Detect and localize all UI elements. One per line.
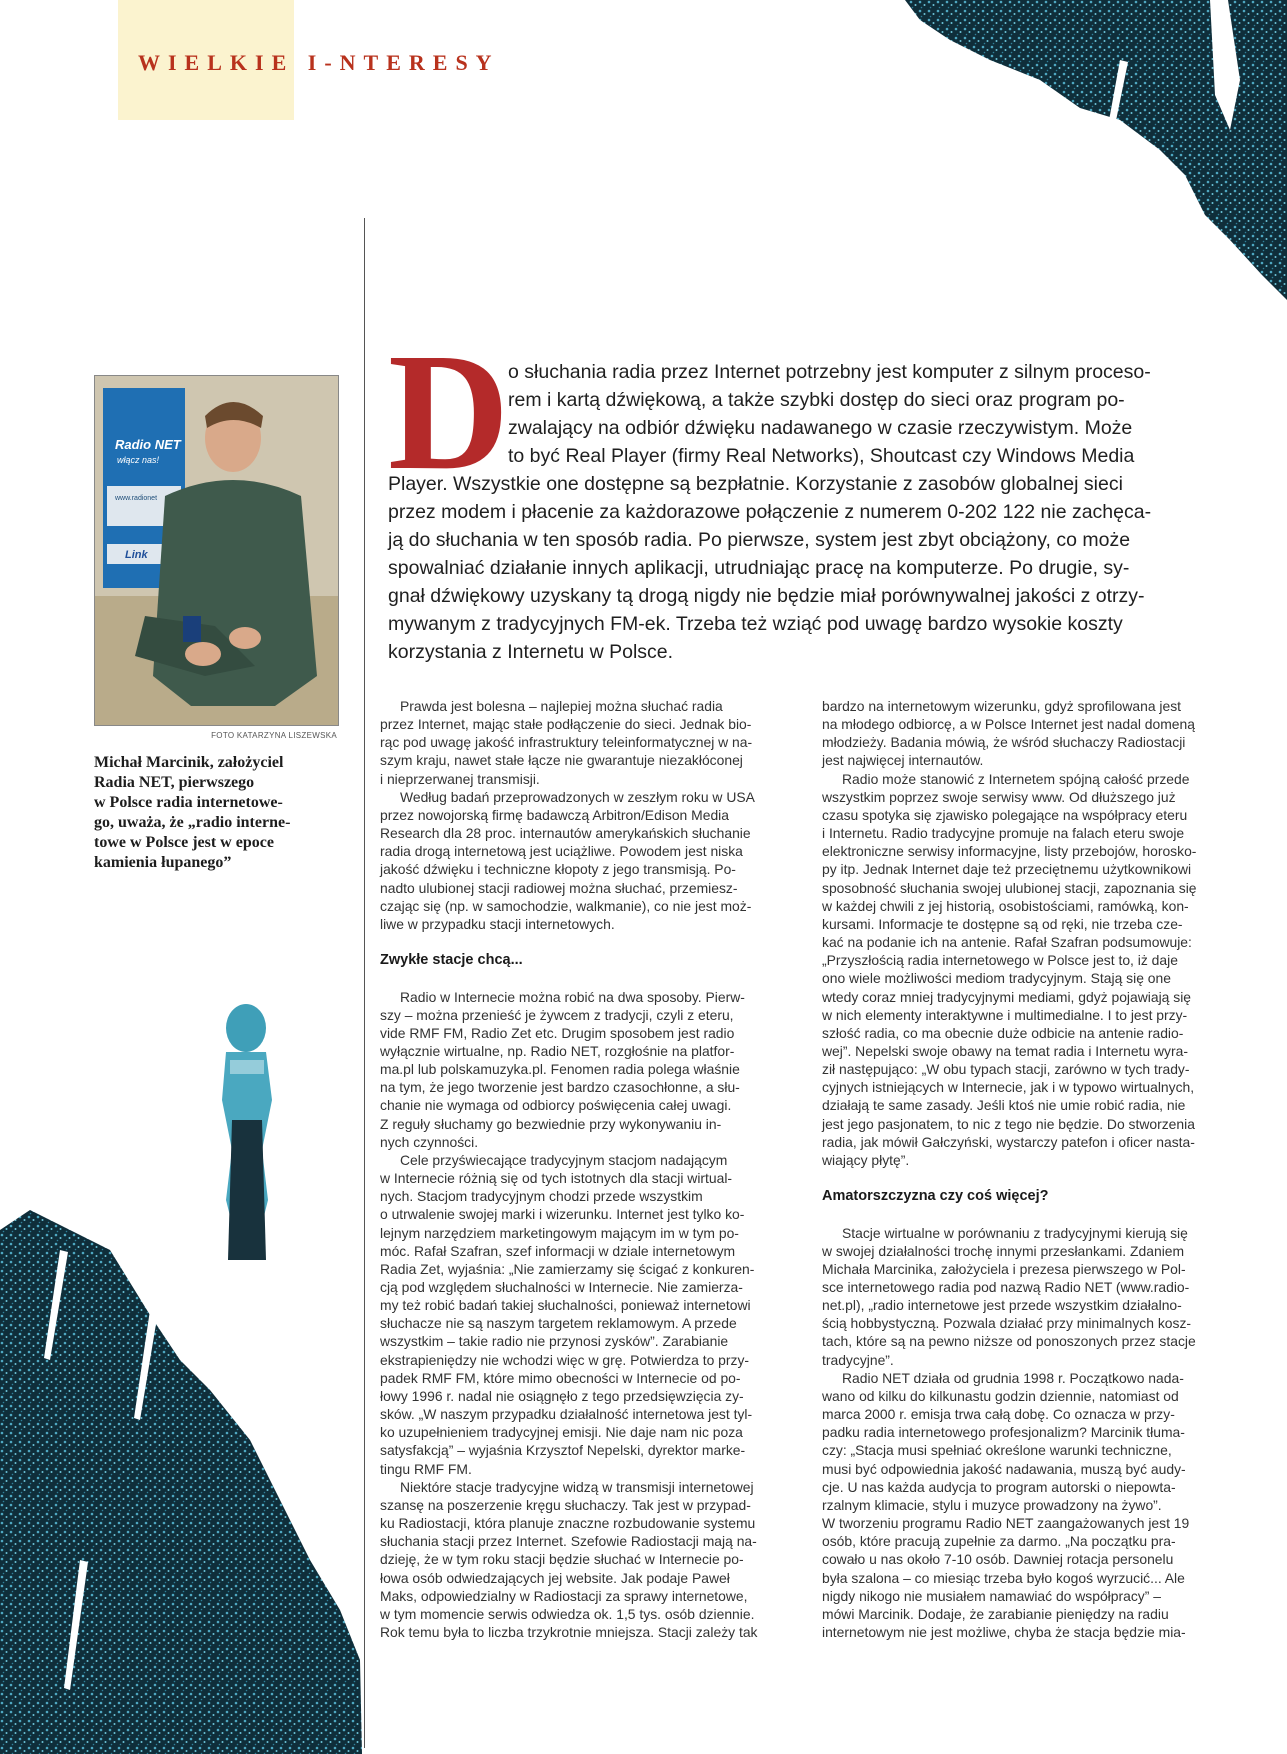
subheading: Amatorszczyzna czy coś więcej? xyxy=(822,1188,1049,1205)
body-line: łowa osób odwiedzających jej website. Jak podaje Paweł xyxy=(380,1569,730,1586)
body-line: móc. Rafał Szafran, szef informacji w dziale internetowym xyxy=(380,1242,736,1259)
body-line: szym kraju, nawet stałe łącze nie gwarantuje niezakłóconej xyxy=(380,752,743,769)
body-line: vide RMF FM, Radio Zet etc. Drugim sposobem jest radio xyxy=(380,1024,735,1041)
body-line: na tym, że jego tworzenie jest bardzo czasochłonne, a słu- xyxy=(380,1079,740,1096)
body-line: cyjnych istniejących w Internecie, jak i w typowo wirtualnych, xyxy=(822,1079,1195,1096)
section-title: WIELKIE I-NTERESY xyxy=(138,50,500,75)
body-line: W tworzeniu programu Radio NET zaangażowanych jest 19 xyxy=(822,1515,1190,1532)
body-line: Stacje wirtualne w porównaniu z tradycyjnymi kierują się xyxy=(842,1224,1188,1241)
svg-text:włącz nas!: włącz nas! xyxy=(117,455,160,465)
body-line: rzalnym klimacie, stylu i muzyce prowadzony na żywo”. xyxy=(822,1496,1162,1513)
body-line: sków. „W naszym przypadku działalność internetowa jest tyl- xyxy=(380,1406,753,1423)
lead-line: rem i kartą dźwiękową, a także szybki dostęp do sieci oraz program po- xyxy=(508,389,1125,411)
body-line: lejnym narzędziem marketingowym mającym im w tym po- xyxy=(380,1224,739,1241)
body-line: rąc pod uwagę jakość infrastruktury teleinformatycznej w na- xyxy=(380,734,753,751)
body-line: nigdy nikogo nie musiałem namawiać do współpracy” – xyxy=(822,1587,1161,1604)
line-gap xyxy=(380,933,776,951)
figure-illustration xyxy=(222,1004,272,1260)
body-line: radia drogą internetową jest uciążliwe. Powodem jest niska xyxy=(380,843,743,860)
body-line: szłość radia, co ma obecnie duże odbicie na antenie radio- xyxy=(822,1024,1184,1041)
body-line: Research dla 28 proc. internautów amerykańskich słuchanie xyxy=(380,825,751,842)
svg-text:www.radionet: www.radionet xyxy=(115,495,158,502)
body-line: i Internetu. Radio tradycyjne promuje na falach eteru swoje xyxy=(822,825,1185,842)
body-line: o utrwalenie swojej marki i wizerunku. Internet jest tylko ko- xyxy=(380,1206,745,1223)
svg-text:Radio NET: Radio NET xyxy=(115,437,181,452)
body-line: w Internecie różnią się od tych istotnych dla stacji wirtual- xyxy=(380,1170,733,1187)
body-line: Według badań przeprowadzonych w zeszłym roku w USA xyxy=(400,788,755,805)
svg-text:Link: Link xyxy=(125,549,148,561)
line-gap xyxy=(822,1205,1218,1223)
drop-cap: D xyxy=(388,319,510,505)
lead-line: korzystania z Internetu w Polsce. xyxy=(388,641,674,663)
body-line: elektroniczne serwisy informacyjne, listy przebojów, horosko- xyxy=(822,843,1197,860)
body-line: Radio może stanowić z Internetem spójną całość przede xyxy=(842,770,1190,787)
body-line: ścią hobbystyczną. Pozwala działać przy minimalnych kosz- xyxy=(822,1315,1192,1332)
body-line: tingu RMF FM. xyxy=(380,1460,472,1477)
lead-line: o słuchania radia przez Internet potrzebny jest komputer z silnym proceso- xyxy=(508,361,1151,383)
body-line: musi być odpowiednia jakość nadawania, muszą być audy- xyxy=(822,1460,1186,1477)
body-line: czy: „Stacja musi spełniać określone warunki techniczne, xyxy=(822,1442,1172,1459)
body-line: cją pod względem słuchalności w Internecie. Nie zamierza- xyxy=(380,1279,743,1295)
body-line: Maks, odpowiedzialny w Radiostacji za sprawy internetowe, xyxy=(380,1587,748,1604)
body-line: my też robić badań takiej słuchalności, ponieważ internetowi xyxy=(380,1297,751,1314)
body-line: wszystkim poprzez swoje serwisy www. Od dłuższego już xyxy=(822,788,1176,805)
lead-line: gnał dźwiękowy uzyskany tą drogą nigdy nie będzie miał porównywalnej jakości z otrzy- xyxy=(388,585,1145,607)
body-line: Prawda jest bolesna – najlepiej można słuchać radia xyxy=(400,698,723,714)
body-line: działają te same zasady. Jeśli ktoś nie umie robić radia, nie xyxy=(822,1097,1186,1114)
body-line: ekstrapieniędzy nie wchodzi więc w grę. Potwierdza to przy- xyxy=(380,1351,750,1368)
body-line: w nich elementy interaktywne i multimedialne. I to jest przy- xyxy=(822,1006,1188,1023)
lead-line: zwalający na odbiór dźwięku nadawanego w czasie rzeczywistym. Może xyxy=(508,417,1133,439)
body-line: ku Radiostacji, która planuje znaczne rozbudowanie systemu xyxy=(380,1515,756,1532)
body-line: marca 2000 r. emisja trwa całą dobę. Co oznacza w przy- xyxy=(822,1406,1175,1423)
body-line: kać na podanie ich na antenie. Rafał Szafran podsumowuje: xyxy=(822,934,1192,951)
body-line: padek RMF FM, które mimo obecności w Internecie od po- xyxy=(380,1369,741,1386)
body-line: mówi Marcinik. Dodaje, że zarabianie pieniędzy na radiu xyxy=(822,1605,1169,1622)
body-line: ził następująco: „W obu typach stacji, zarówno w tych trady- xyxy=(822,1061,1190,1078)
body-line: Radia Zet, wyjaśnia: „Nie zamierzamy się ścigać z konkuren- xyxy=(380,1260,755,1277)
body-line: sposobność słuchania swojej ulubionej stacji, zapoznania się xyxy=(822,879,1197,896)
body-line: tach, które są na pewno niższe od ponoszonych przez stacje xyxy=(822,1333,1196,1350)
lead-line: to być Real Player (firmy Real Networks), Shoutcast czy Windows Media xyxy=(508,445,1135,467)
body-line: łowy 1996 r. nadal nie osiągnęło z tego przedsięwzięcia zy- xyxy=(380,1387,744,1404)
body-line: py itp. Jednak Internet daje też przeciętnemu użytkownikowi xyxy=(822,861,1192,878)
body-line: osób, które pracują zupełnie za darmo. „Na początku pra- xyxy=(822,1533,1176,1550)
body-line: w swojej działalności trochę innymi przesłankami. Zdaniem xyxy=(822,1242,1185,1259)
body-line: wiający płytę”. xyxy=(822,1151,910,1168)
body-line: satysfakcją” – wyjaśnia Krzysztof Nepelski, dyrektor marke- xyxy=(380,1442,746,1459)
body-line: „Przyszłością radia internetowego w Polsce jest to, iż daje xyxy=(822,952,1178,969)
body-line: słuchacze nie są naszym targetem reklamowym. A przede xyxy=(380,1315,737,1332)
photo-credit: FOTO KATARZYNA LISZEWSKA xyxy=(211,731,337,740)
body-line: w tym momencie serwis odwiedza ok. 1,5 tys. osób dziennie. xyxy=(380,1605,755,1622)
body-line: tradycyjne”. xyxy=(822,1351,894,1368)
lead-line: ją do słuchania w ten sposób radia. Po pierwsze, system jest zbyt obciążony, co może xyxy=(388,529,1131,551)
body-line: Cele przyświecające tradycyjnym stacjom nadającym xyxy=(400,1151,728,1168)
body-line: przez Internet, mając stałe podłączenie do sieci. Jednak bio- xyxy=(380,716,752,733)
body-line: szansę na poszerzenie kręgu słuchaczy. Tak jest w przypad- xyxy=(380,1496,751,1513)
body-line: czasu spotyka się zjawisko polegające na współpracy eteru xyxy=(822,806,1188,823)
body-line: cowało u nas około 7-10 osób. Dawniej rotacja personelu xyxy=(822,1551,1174,1568)
body-line: słuchania stacji przez Internet. Szefowie Radiostacji mają na- xyxy=(380,1533,757,1550)
body-line: wej”. Nepelski swoje obawy na temat radia i Internetu wyra- xyxy=(822,1042,1188,1059)
line-gap xyxy=(822,1169,1218,1187)
body-line: sce internetowego radia pod nazwą Radio NET (www.radio- xyxy=(822,1279,1190,1295)
lead-line: przez modem i płacenie za każdorazowe połączenie z numerem 0-202 122 nie zachęca- xyxy=(388,501,1152,523)
body-line: radia, jak mówił Gałczyński, wystarczy patefon i oficer nasta- xyxy=(822,1133,1195,1150)
body-line: Niektóre stacje tradycyjne widzą w transmisji internetowej xyxy=(400,1478,754,1495)
body-line: Z reguły słuchamy go bezwiednie przy wykonywaniu in- xyxy=(380,1115,722,1132)
body-line: wyłącznie wirtualne, np. Radio NET, rozgłośnie na platfor- xyxy=(380,1042,735,1059)
body-column-left xyxy=(380,697,776,1641)
body-line: dzieję, że w tym roku stacji będzie słuchać w Internecie po- xyxy=(380,1551,744,1568)
body-line: Radio w Internecie można robić na dwa sposoby. Pierw- xyxy=(400,988,745,1005)
subheading: Zwykłe stacje chcą... xyxy=(380,952,523,969)
body-line: liwe w przypadku stacji internetowych. xyxy=(380,915,615,932)
line-gap xyxy=(380,969,776,987)
body-line: szy – można przenieść je żywcem z tradycji, czyli z eteru, xyxy=(380,1006,734,1023)
body-line: ma.pl lub polskamuzyka.pl. Fenomen radia polega właśnie xyxy=(380,1061,740,1078)
body-line: nych. Stacjom tradycyjnym chodzi przede wszystkim xyxy=(380,1188,703,1205)
body-line: Michała Marcinika, założyciela i prezesa pierwszego w Pol- xyxy=(822,1260,1186,1277)
body-line: jakość dźwięku i techniczne kłopoty z jego transmisją. Po- xyxy=(380,861,736,878)
body-line: jest jego pasjonatem, to nic z tego nie będzie. Do stworzenia xyxy=(822,1115,1195,1132)
body-line: net.pl), „radio internetowe jest przede wszystkim działalno- xyxy=(822,1297,1182,1314)
body-line: ko uzupełnieniem tradycyjnej emisji. Nie daje nam nic poza xyxy=(380,1424,743,1441)
lead-line: mywanym z tradycyjnych FM-ek. Trzeba też wziąć pod uwagę bardzo wysokie koszty xyxy=(388,613,1123,635)
photo-caption: Michał Marcinik, założyciel Radia NET, pierwszego w Polsce radia internetowe- go, uważa, że „radio interne- towe w Polsce jest w epoce kamienia łupanego” xyxy=(94,754,291,871)
lead-line: spowalniać działanie innych aplikacji, utrudniając pracę na komputerze. Po drugie, sy- xyxy=(388,557,1130,579)
body-line: internetowym nie jest możliwe, chyba że stacja będzie mia- xyxy=(822,1623,1186,1640)
body-line: wtedy coraz mniej tradycyjnymi mediami, gdyż pojawiają się xyxy=(822,988,1192,1005)
body-line: jest najwięcej internautów. xyxy=(822,752,984,769)
body-line: Rok temu była to liczba trzykrotnie mniejsza. Stacji zależy tak xyxy=(380,1623,758,1640)
body-line: ono wiele możliwości mediom tradycyjnym. Stają się one xyxy=(822,970,1171,987)
body-line: była szalona – co miesiąc trzeba było kogoś wyrzucić... Ale xyxy=(822,1569,1185,1586)
body-line: bardzo na internetowym wizerunku, gdyż sprofilowana jest xyxy=(822,698,1182,714)
lead-line: Player. Wszystkie one dostępne są bezpłatnie. Korzystanie z zasobów globalnej sieci xyxy=(388,473,1123,495)
body-column-right xyxy=(822,697,1218,1641)
body-line: w każdej chwili z jej historią, osobistościami, ramówką, kon- xyxy=(822,897,1189,914)
body-line: na młodego odbiorcę, a w Polsce Internet jest nadal domeną xyxy=(822,716,1195,733)
column-divider xyxy=(364,218,365,1748)
body-line: chanie nie wymaga od odbiorcy poświęcenia całej uwagi. xyxy=(380,1097,732,1114)
body-line: przez nowojorską firmę badawczą Arbitron/Edison Media xyxy=(380,806,729,823)
body-line: cje. U nas każda audycja to program autorski o niepowta- xyxy=(822,1478,1176,1495)
body-line: nych czynności. xyxy=(380,1133,479,1150)
body-line: padku radia internetowego profesjonalizm? Marcinik tłuma- xyxy=(822,1424,1185,1441)
body-line: wszystkim – takie radio nie przynosi zysków”. Zarabianie xyxy=(380,1333,729,1350)
body-line: Radio NET działa od grudnia 1998 r. Początkowo nada- xyxy=(842,1369,1184,1386)
body-line: wano od kilku do kilkunastu godzin dziennie, natomiast od xyxy=(822,1387,1179,1404)
body-line: kursami. Informacje te dostępne są od ręki, nie trzeba cze- xyxy=(822,915,1183,932)
body-line: nadto ulubionej stacji radiowej można słuchać, przemiesz- xyxy=(380,879,738,896)
portrait-photo xyxy=(94,375,339,726)
body-line: czając się (np. w samochodzie, walkmanie), co nie jest moż- xyxy=(380,897,752,914)
body-line: i nieprzerwanej transmisji. xyxy=(380,770,540,787)
body-line: młodzieży. Badania mówią, że wśród słuchaczy Radiostacji xyxy=(822,734,1186,751)
